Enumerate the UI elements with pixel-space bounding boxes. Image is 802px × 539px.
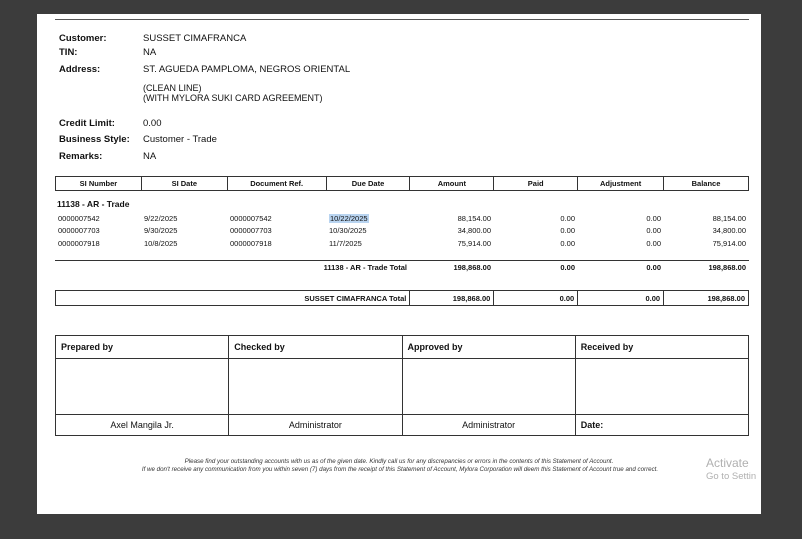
approved-by-name: Administrator [402,415,575,436]
si-date: 9/22/2025 [144,213,178,223]
signature-block [55,335,749,436]
top-divider [55,19,749,20]
document-ref: 0000007703 [230,226,272,236]
si-number: 0000007703 [58,226,100,236]
prepared-by-name: Axel Mangila Jr. [56,415,229,436]
document-ref: 0000007918 [230,238,272,248]
customer-name: SUSSET CIMAFRANCA [143,33,247,44]
table-row [55,237,749,250]
ledger-header [55,176,749,191]
due-date: 11/7/2025 [329,238,362,248]
tin-label: TIN: [59,47,78,58]
remarks-value: NA [143,151,157,162]
adjustment: 0.00 [646,238,661,248]
customer-label: Customer: [59,33,107,44]
address-notes [143,83,323,103]
balance: 34,800.00 [712,226,746,236]
activation-watermark [706,457,756,483]
business-style-label: Business Style: [59,134,130,145]
credit-limit-value: 0.00 [143,118,162,129]
col-document-ref: Document Ref. [227,177,326,191]
si-date: 9/30/2025 [144,226,178,236]
group-total-adjustment: 0.00 [578,261,664,275]
prepared-sign-space [56,359,229,415]
tin-row [59,47,156,58]
suki-card-note: (WITH MYLORA SUKI CARD AGREEMENT) [143,93,323,103]
col-paid: Paid [494,177,578,191]
table-row [55,212,749,225]
clean-line-note: (CLEAN LINE) [143,83,202,93]
group-total-row [55,260,749,275]
col-si-date: SI Date [141,177,227,191]
address-label: Address: [59,64,101,75]
approved-sign-space [402,359,575,415]
remarks-row [59,151,156,162]
group-total-amount: 198,868.00 [410,261,494,275]
remarks-label: Remarks: [59,151,103,162]
paid: 0.00 [560,238,575,248]
customer-total-amount: 198,868.00 [410,291,494,306]
col-due-date: Due Date [326,177,410,191]
col-balance: Balance [664,177,749,191]
address-row [59,64,350,75]
amount: 88,154.00 [457,213,491,223]
checked-sign-space [229,359,402,415]
received-by-label: Received by [575,336,748,359]
si-number: 0000007918 [58,238,100,248]
balance: 75,914.00 [712,238,746,248]
due-date-cell [326,212,410,225]
paid: 0.00 [560,213,575,223]
approved-by-label: Approved by [402,336,575,359]
account-group-title: 11138 - AR - Trade [57,199,130,209]
col-si-number: SI Number [56,177,142,191]
credit-limit-row [59,118,162,129]
ledger-rows [55,212,749,250]
watermark-line-2: Go to Settin [706,471,757,482]
checked-by-name: Administrator [229,415,402,436]
due-date-selected[interactable]: 10/22/2025 [330,213,368,223]
business-style-value: Customer - Trade [143,134,217,145]
prepared-by-label: Prepared by [56,336,229,359]
footer-note-2: If we don't receive any communication from you within seven (7) days from the receipt of this Statement of Account, Mylora Corporation will deem this Statement of Account true and correct. [141,466,659,473]
business-style-row [59,134,217,145]
address-value: ST. AGUEDA PAMPLOMA, NEGROS ORIENTAL [143,64,351,75]
credit-limit-label: Credit Limit: [59,118,115,129]
watermark-line-1: Activate [706,456,749,470]
customer-row [59,33,246,44]
si-date: 10/8/2025 [144,238,178,248]
received-date-label: Date: [575,415,748,436]
statement-page [37,14,761,514]
tin-value: NA [143,47,157,58]
col-amount: Amount [410,177,494,191]
col-adjustment: Adjustment [578,177,664,191]
paid: 0.00 [560,226,575,236]
group-total-label: 11138 - AR - Trade Total [55,261,410,275]
customer-total-paid: 0.00 [494,291,578,306]
adjustment: 0.00 [646,213,661,223]
customer-total-row [55,290,749,306]
amount: 75,914.00 [457,238,491,248]
table-row [55,225,749,238]
customer-total-adjustment: 0.00 [578,291,664,306]
group-total-paid: 0.00 [494,261,578,275]
document-ref: 0000007542 [230,213,272,223]
balance: 88,154.00 [712,213,746,223]
checked-by-label: Checked by [229,336,402,359]
footer-note-1: Please find your outstanding accounts with us as of the given date. Kindly call us for any discrepancies or errors in the contents of this Statement of Account. [184,458,614,465]
amount: 34,800.00 [457,226,491,236]
adjustment: 0.00 [646,226,661,236]
customer-total-label: SUSSET CIMAFRANCA Total [56,291,410,306]
group-total-balance: 198,868.00 [664,261,749,275]
si-number: 0000007542 [58,213,100,223]
customer-total-balance: 198,868.00 [664,291,749,306]
due-date: 10/30/2025 [329,226,367,236]
received-sign-space [575,359,748,415]
